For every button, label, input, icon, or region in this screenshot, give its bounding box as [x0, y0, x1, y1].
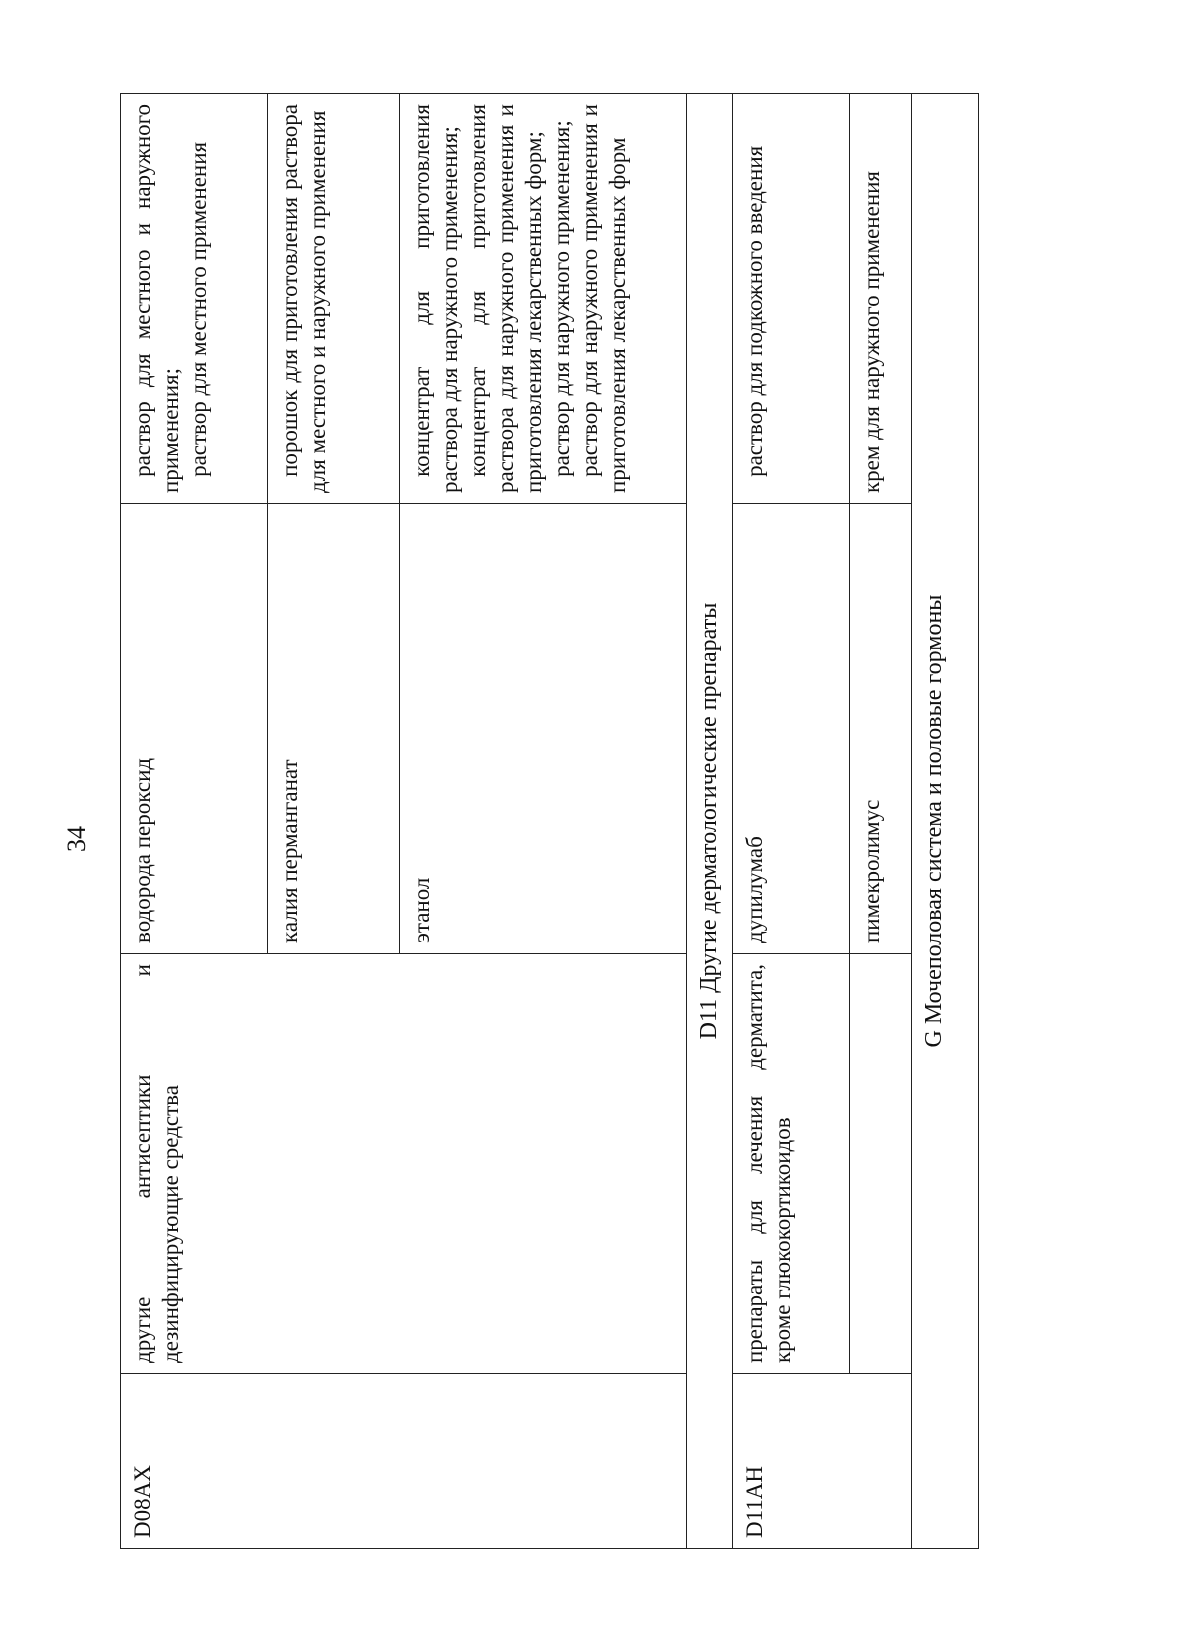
drug-name-cell: этанол [400, 504, 687, 954]
group-cell [850, 954, 912, 1374]
section-row [687, 94, 733, 1549]
dosage-form-line: концентрат для приготовления раствора для наружного применения; [409, 104, 463, 493]
group-cell: препараты для лечения дерматита, кроме глюкокортикоидов [733, 954, 850, 1374]
drug-name-cell: дупилумаб [733, 504, 850, 954]
section-heading-g: G Мочеполовая система и половые гормоны [912, 94, 979, 1549]
section-heading-d11: D11 Другие дерматологические препараты [687, 94, 733, 1549]
dosage-form-line: порошок для приготовления раствора для местного и наружного применения [277, 104, 331, 493]
drug-name-cell: калия перманганат [268, 504, 400, 954]
section-row [912, 94, 979, 1549]
table-row [121, 94, 268, 1549]
dosage-form-line: крем для наружного применения [859, 170, 885, 493]
dosage-form-cell [733, 94, 850, 504]
drug-name-cell: водорода пероксид [121, 504, 268, 954]
drug-name-cell: пимекролимус [850, 504, 912, 954]
atc-code-cell: D11AH [733, 1374, 912, 1549]
dosage-form-cell [121, 94, 268, 504]
drug-table-frame [120, 94, 1090, 1549]
table-row [850, 94, 912, 1549]
dosage-form-line: концентрат для приготовления раствора для наружного применения и приготовления лекарственных форм; [465, 104, 547, 493]
dosage-form-line: раствор для подкожного введения [742, 145, 768, 477]
drug-table [120, 93, 979, 1549]
dosage-form-cell [400, 94, 687, 504]
group-cell: другие антисептики и дезинфицирующие средства [121, 954, 687, 1374]
dosage-form-line: раствор для наружного применения; [549, 120, 575, 477]
dosage-form-cell [850, 94, 912, 504]
dosage-form-cell [268, 94, 400, 504]
page-number: 34 [62, 826, 91, 852]
dosage-form-line: раствор для местного применения [186, 141, 212, 477]
dosage-form-line: раствор для местного и наружного применения; [130, 104, 184, 493]
table-row [733, 94, 850, 1549]
dosage-form-line: раствор для наружного применения и приготовления лекарственных форм [577, 104, 631, 493]
atc-code-cell: D08AX [121, 1374, 687, 1549]
